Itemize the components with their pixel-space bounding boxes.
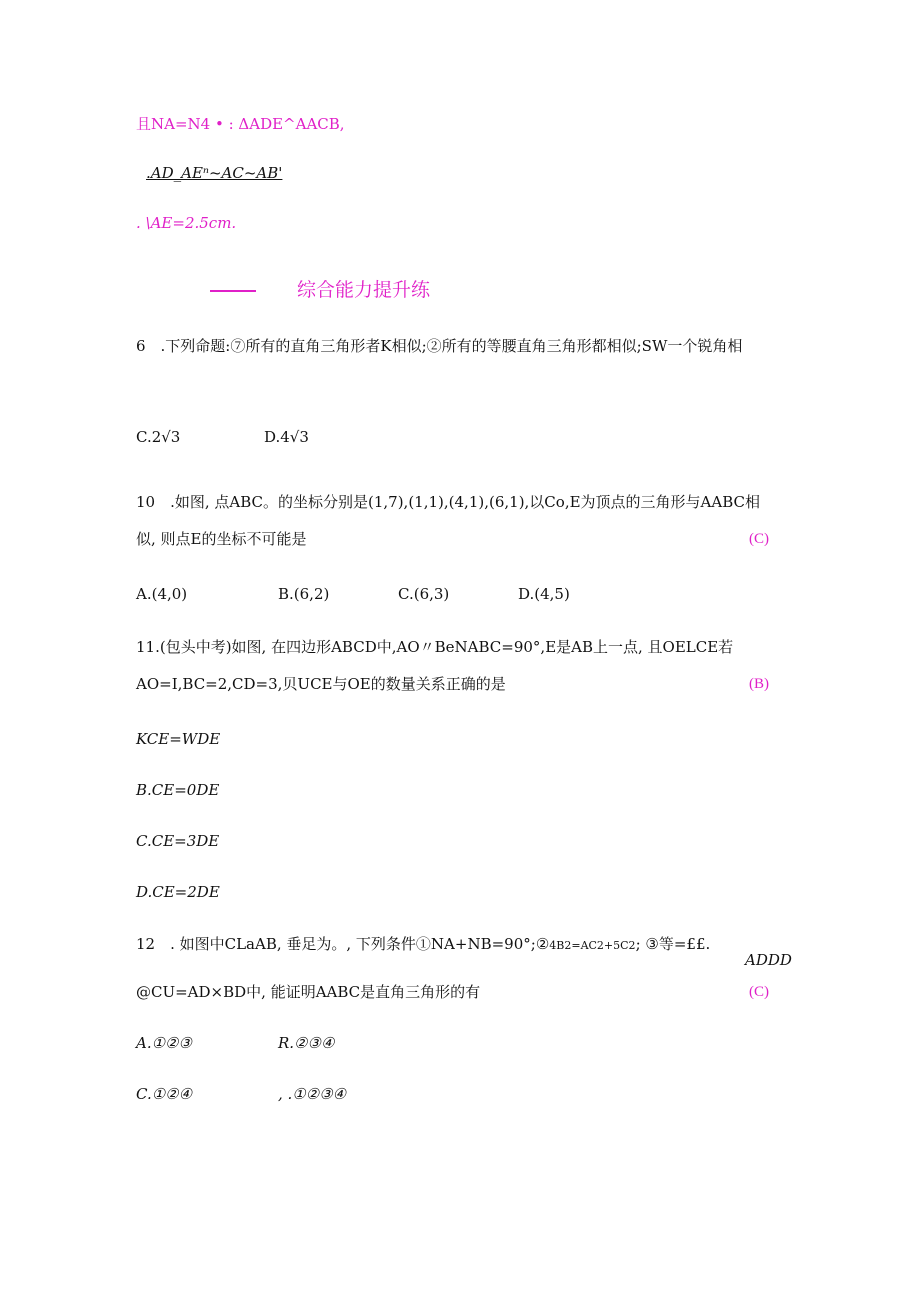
q11-line-1: 11.(包头中考)如图, 在四边形ABCD中,AO〃BeNABC=90°,E是AB上一点, 且OELCE若 (136, 638, 734, 656)
solution-line-1: 且NA=N4 • : ΔADE^AACB, (136, 115, 345, 133)
q12-option-a: A.①②③ (136, 1034, 192, 1052)
q10-option-d: D.(4,5) (518, 585, 570, 603)
q11-option-c: C.CE=3DE (136, 832, 220, 850)
q10-option-a: A.(4,0) (136, 585, 188, 603)
q10-option-c: C.(6,3) (398, 585, 450, 603)
solution-line-2: .AD_AEⁿ~AC~AB' (146, 164, 283, 182)
q12-line-1-text-b: ; ③等=££. (635, 935, 711, 953)
q10-line-2: 似, 则点E的坐标不可能是 (136, 530, 307, 548)
q11-option-b: B.CE=0DE (136, 781, 220, 799)
q12-line-1 (136, 934, 710, 956)
q12-line-1-small: 4B2=AC2+5C2 (549, 939, 636, 952)
q12-fraction-note: ADDD (745, 951, 792, 969)
heading-dash (210, 290, 256, 292)
q6-choice-d: D.4√3 (264, 428, 309, 446)
section-heading: 综合能力提升练 (297, 279, 431, 301)
q11-option-d: D.CE=2DE (136, 883, 220, 901)
q6-text: 6 .下列命题:⑦所有的直角三角形者K相似;②所有的等腰直角三角形都相似;SW一个锐角相 (136, 337, 743, 355)
q12-option-b: R.②③④ (278, 1034, 335, 1052)
q11-answer: (B) (749, 676, 769, 692)
q10-option-b: B.(6,2) (278, 585, 330, 603)
q10-answer: (C) (749, 531, 769, 547)
q12-option-d: , .①②③④ (278, 1085, 347, 1103)
q11-option-a: KCE=WDE (136, 730, 221, 748)
q12-line-1-text-a: 12 . 如图中CLaAB, 垂足为。, 下列条件①NA+NB=90°;② (136, 935, 550, 953)
q12-line-2: @CU=AD×BD中, 能证明AABC是直角三角形的有 (136, 983, 481, 1001)
q12-option-c: C.①②④ (136, 1085, 193, 1103)
q12-answer: (C) (749, 984, 769, 1000)
q10-line-1: 10 .如图, 点ABC。的坐标分别是(1,7),(1,1),(4,1),(6,1),以Co,E为顶点的三角形与AABC相 (136, 493, 760, 511)
q11-line-2: AO=I,BC=2,CD=3,贝UCE与OE的数量关系正确的是 (136, 675, 506, 693)
q6-choice-c: C.2√3 (136, 428, 181, 446)
solution-line-3: . \AE=2.5cm. (136, 214, 237, 232)
